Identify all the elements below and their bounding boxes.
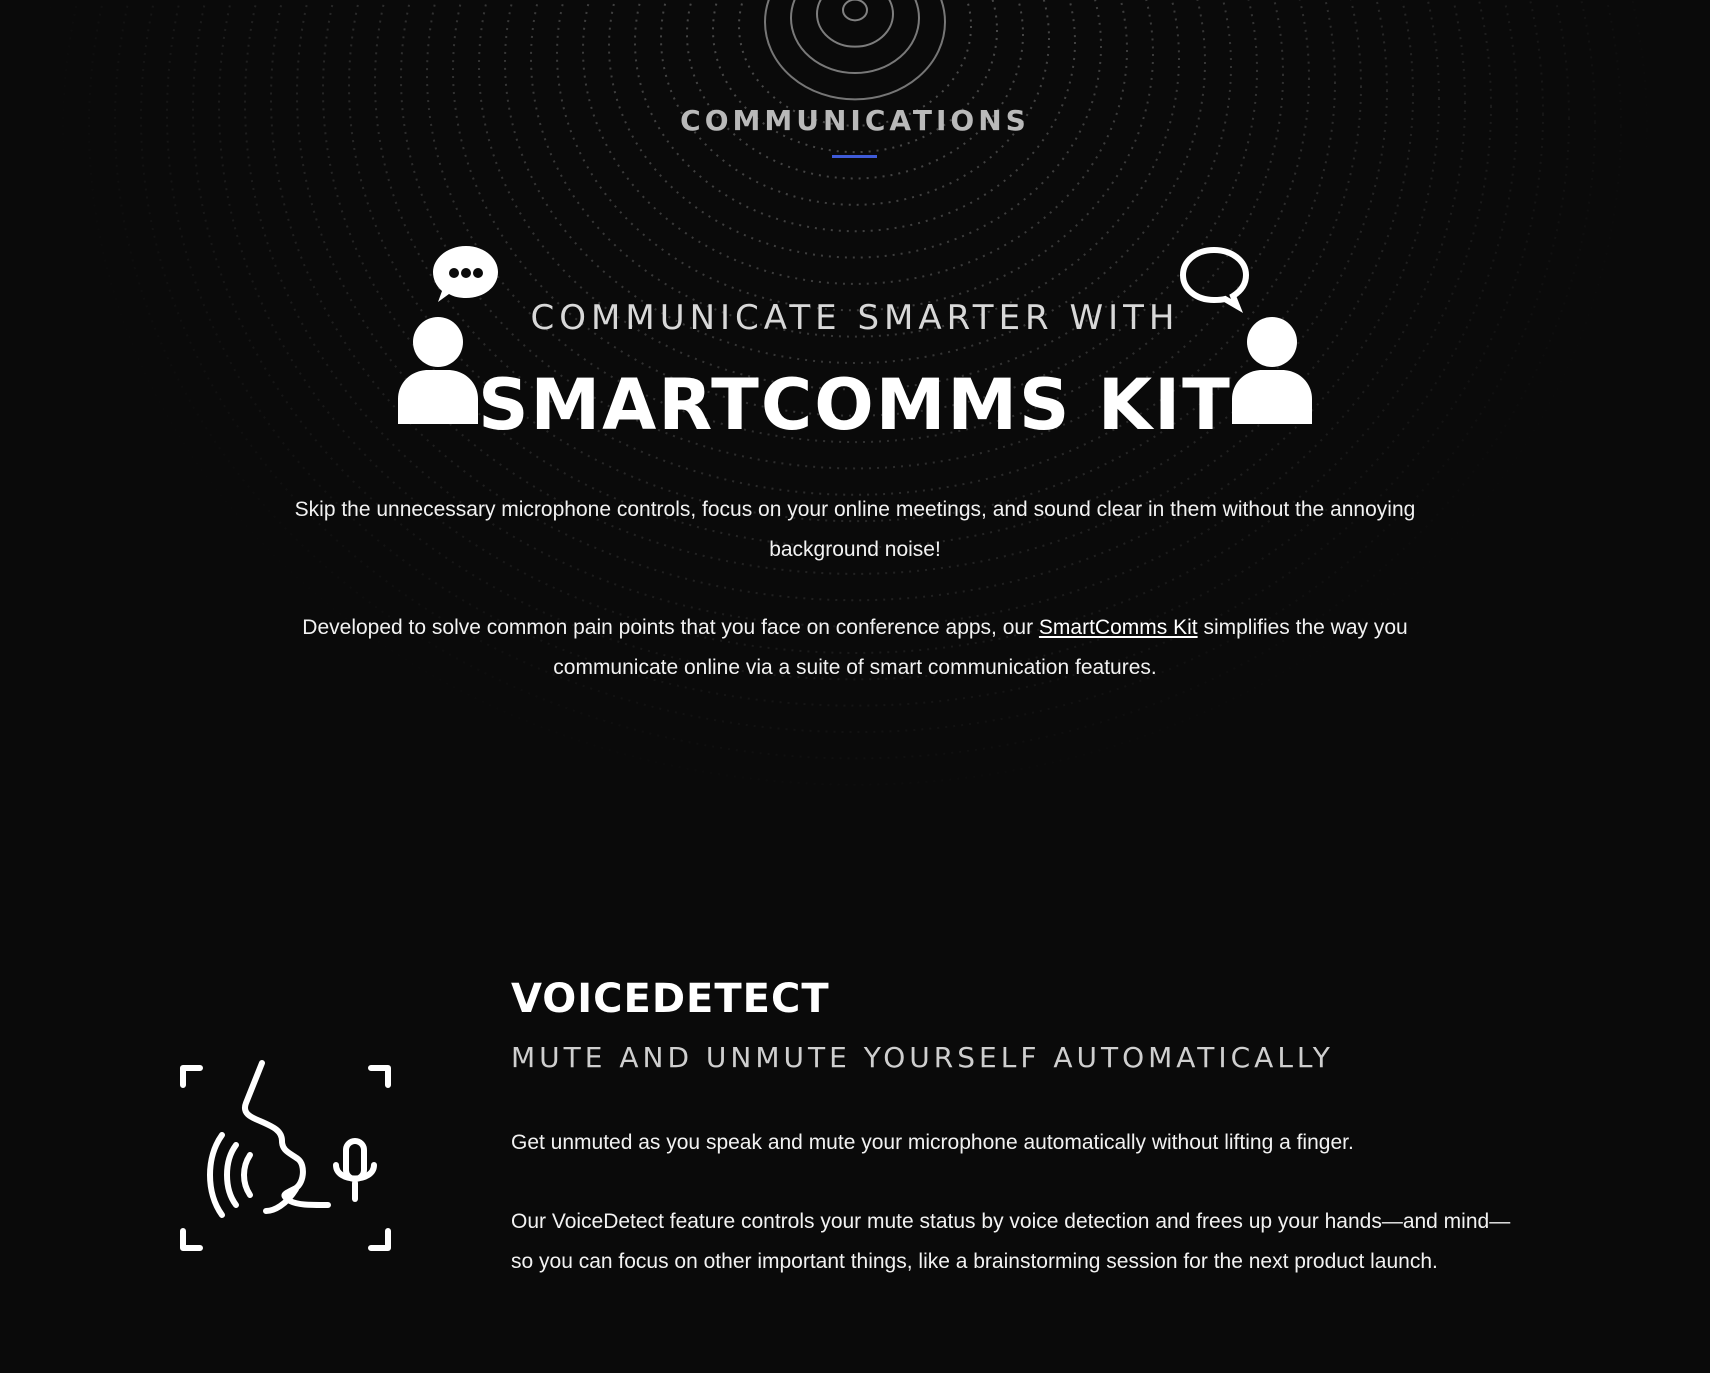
hero-paragraph-2-after: simplifies the way you communicate online via a suite of smart communication features. — [553, 616, 1408, 679]
hero-title: SMARTCOMMS KIT — [478, 364, 1232, 446]
feature-subtitle: MUTE AND UNMUTE YOURSELF AUTOMATICALLY — [511, 1041, 1334, 1074]
feature-title: VOICEDETECT — [511, 976, 830, 1022]
section-label: COMMUNICATIONS — [680, 104, 1030, 137]
section-underline — [832, 155, 877, 158]
hero-paragraph-1 — [290, 490, 1420, 570]
feature-paragraph-2: Our VoiceDetect feature controls your mute status by voice detection and frees up your hands—and mind—so you can focus on other important things, like a brainstorming session for the next product launch. — [511, 1210, 1511, 1273]
feature-paragraph-1: Get unmuted as you speak and mute your microphone automatically without lifting a finger. — [511, 1131, 1354, 1154]
hero-paragraph-1-text: Skip the unnecessary microphone controls, focus on your online meetings, and sound clear in them without the annoying background noise! — [294, 498, 1416, 561]
smartcomms-kit-link[interactable]: SmartComms Kit — [1038, 616, 1198, 639]
hero-paragraph-2 — [290, 608, 1420, 688]
hero-paragraph-2-before: Developed to solve common pain points that you face on conference apps, our — [302, 616, 1039, 639]
hero-subtitle: COMMUNICATE SMARTER WITH — [530, 298, 1180, 338]
voice-detect-icon — [178, 1055, 396, 1261]
